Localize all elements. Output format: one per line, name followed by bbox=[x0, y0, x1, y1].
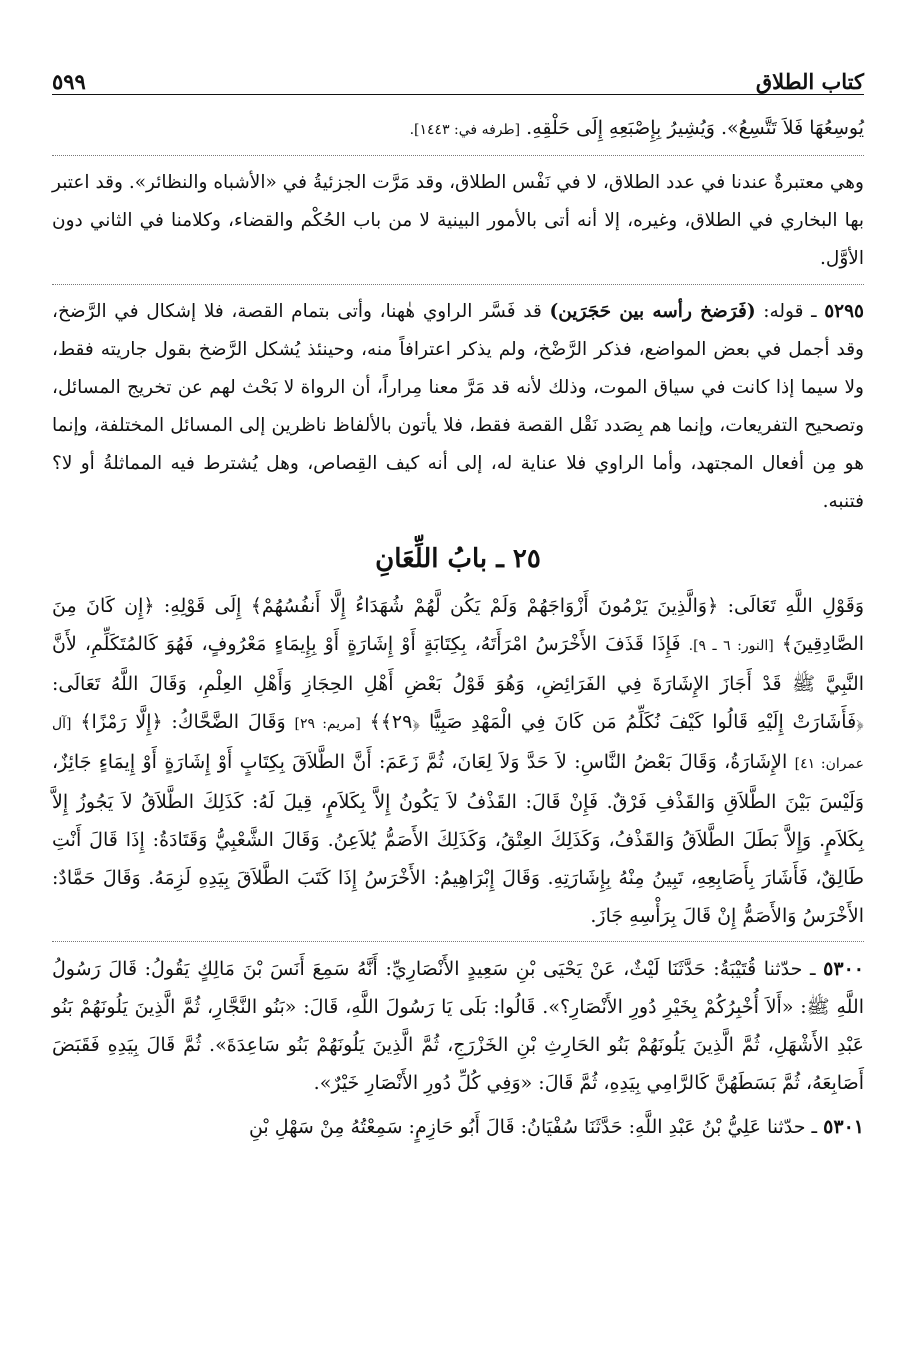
chapter-text bbox=[52, 587, 864, 935]
chapter-text-part: وَقَالَ الضَّحَّاكُ: ﴿إِلَّا رَمْزًا﴾ bbox=[80, 711, 286, 733]
commentary-intro: ـ قوله: bbox=[763, 301, 817, 322]
quran-ref: [مريم: ٢٩] bbox=[294, 716, 361, 732]
chapter-text-part: فَإِذَا قَذَفَ الأَخْرَسُ امْرَأَتَهُ، بِكِتَابَةٍ أَوْ إِشَارَةٍ أَوْ بِإِيمَاءٍ مَعْرُوفٍ، فَهُوَ كَالمُتَكَلِّمِ، لأَنَّ النَّبِيَّ ﷺ قَدْ أَجَازَ الإِشَارَةَ فِي الفَرَائِضِ، وَهُوَ قَوْلُ بَعْضِ أَهْلِ الحِجَازِ وَأَهْلِ العِلْمِ، وَقَالَ اللَّهُ تَعَالَى: ﴿فَأَشَارَتْ إِلَيْهِ قَالُوا كَيْفَ نُكَلِّمُ مَن كَانَ فِي الْمَهْدِ صَبِيًّا ﴿٢٩﴾﴾ bbox=[52, 633, 864, 733]
chapter-text-part: الإِشَارَةُ، وَقَالَ بَعْضُ النَّاسِ: لاَ حَدَّ وَلاَ لِعَانَ، ثُمَّ زَعَمَ: أَنَّ الطَّلاَقَ بِكِتَابٍ أَوْ إِشَارَةٍ أَوْ إِيمَاءٍ جَائِزٌ، وَلَيْسَ بَيْنَ الطَّلاَقِ وَالقَذْفِ فَرْقٌ. فَإِنْ قَالَ: القَذْفُ لاَ يَكُونُ إِلاَّ بِكَلاَمٍ، قِيلَ لَهُ: كَذَلِكَ الطَّلاَقُ لاَ يَجُوزُ إِلاَّ بِكَلاَمٍ. وَإِلاَّ بَطَلَ الطَّلاَقُ وَالقَذْفُ، وَكَذَلِكَ العِتْقُ، وَكَذَلِكَ الأَصَمُّ يُلاَعِنُ. وَقَالَ الشَّعْبِيُّ وَقَتَادَةُ: إِذَا قَالَ أَنْتِ طَالِقٌ، فَأَشَارَ بِأَصَابِعِهِ، تَبِينُ مِنْهُ بِإِشَارَتِهِ. وَقَالَ إِبْرَاهِيمُ: الأَخْرَسُ إِذَا كَتَبَ الطَّلاَقَ بِيَدِهِ لَزِمَهُ. وَقَالَ حَمَّادٌ: الأَخْرَسُ وَالأَصَمُّ إِنْ قَالَ بِرَأْسِهِ جَازَ. bbox=[52, 751, 864, 927]
hadith-fragment-ref: [طرفه في: ١٤٤٣]. bbox=[409, 122, 521, 138]
page-header bbox=[52, 56, 864, 95]
section-divider bbox=[52, 284, 864, 285]
section-divider bbox=[52, 155, 864, 156]
hadith-number: ٥٢٩٥ bbox=[824, 301, 864, 322]
commentary-5295 bbox=[52, 293, 864, 521]
commentary-paragraph: وهي معتبرةٌ عندنا في عدد الطلاق، لا في نَفْس الطلاق، وقد مَرَّت الجزئيةُ في «الأشباه والنظائر». وقد اعتبر بها البخاري في الطلاق، وغيره، إلا أنه أتى بالأمور البينية لا من باب الحُكْم والقضاء، وكلامنا في الثاني دون الأوَّل. bbox=[52, 172, 864, 269]
hadith-fragment bbox=[52, 109, 864, 149]
chapter-heading: ٢٥ ـ بابُ اللِّعَانِ bbox=[375, 544, 541, 574]
hadith-5301 bbox=[52, 1108, 864, 1146]
hadith-number: ٥٣٠١ bbox=[823, 1116, 864, 1138]
page-number: ٥٩٩ bbox=[52, 69, 86, 94]
quran-ref: [النور: ٦ ـ ٩]. bbox=[688, 638, 774, 654]
commentary-text: قد فَسَّر الراوي هٰهنا، وأتى بتمام القصة، فلا إشكال في الرَّضخ، وقد أجمل في بعض المواضع، فذكر الرَّضْخ، ولم يذكر اعترافاً منه، وحينئذ يُشكل الرَّضخ بقول جاريته فقط، ولا سيما إذا كانت في سياق الموت، وذلك لأنه قد مَرَّ معنا مِراراً، أن الرواة لا بَحْث لهم عن تخريج المسائل، وتصحيح التفريعات، وإنما هم بِصَدد نَقْل القصة فقط، فلا يأتون بالألفاظ ناظرين إلى المسائل المختلفة، وإنما هو مِن أفعال المجتهد، وأما الراوي فلا عناية له، إلى أنه كيف القِصاص، وهل يُشترط فيه المماثلةُ أو لا؟ فتنبه. bbox=[52, 301, 864, 512]
hadith-text: ـ حدّثنا عَلِيُّ بْنُ عَبْدِ اللَّهِ: حَدَّثَنَا سُفْيَانُ: قَالَ أَبُو حَازِمٍ: سَمِعْتُهُ مِنْ سَهْلِ بْنِ bbox=[248, 1116, 818, 1138]
section-divider bbox=[52, 941, 864, 942]
hadith-5300 bbox=[52, 950, 864, 1102]
quran-ref: [آل عمران: ٤١] bbox=[52, 716, 864, 772]
commentary-quote: (فَرَضخ رأسه بين حَجَرَين) bbox=[549, 301, 756, 322]
hadith-number: ٥٣٠٠ bbox=[823, 958, 864, 980]
book-page bbox=[52, 56, 864, 1146]
hadith-text: ـ حدّثنا قُتَيْبَةُ: حَدَّثَنَا لَيْثٌ، عَنْ يَحْيَى بْنِ سَعِيدٍ الأَنْصَارِيِّ: أَنَّهُ سَمِعَ أَنَسَ بْنَ مَالِكٍ يَقُولُ: قَالَ رَسُولُ اللَّهِ ﷺ: «أَلاَ أُخْبِرُكُمْ بِخَيْرِ دُورِ الأَنْصَارِ؟». قَالُوا: بَلَى يَا رَسُولَ اللَّهِ، قَالَ: «بَنُو النَّجَّارِ، ثُمَّ الَّذِينَ يَلُونَهُمْ بَنُو عَبْدِ الأَشْهَلِ، ثُمَّ الَّذِينَ يَلُونَهُمْ بَنُو الحَارِثِ بْنِ الخَزْرَجِ، ثُمَّ الَّذِينَ يَلُونَهُمْ بَنُو سَاعِدَةَ». ثُمَّ قَالَ بِيَدِهِ فَقَبَضَ أَصَابِعَهُ، ثُمَّ بَسَطَهُنَّ كَالرَّامِي بِيَدِهِ، ثُمَّ قَالَ: «وَفِي كُلِّ دُورِ الأَنْصَارِ خَيْرٌ». bbox=[52, 958, 864, 1094]
hadith-fragment-text: يُوسِعُهَا فَلاَ تَتَّسِعُ». وَيُشِيرُ بِإِصْبَعِهِ إِلَى حَلْقِهِ. bbox=[526, 117, 864, 139]
page-content bbox=[52, 109, 864, 1146]
chapter-text-part: وَقَوْلِ اللَّهِ تَعَالَى: ﴿وَالَّذِينَ يَرْمُونَ أَزْوَاجَهُمْ وَلَمْ يَكُن لَّهُمْ شُهَدَاءُ إِلَّا أَنفُسُهُمْ﴾ إِلَى قَوْلِهِ: ﴿إِن كَانَ مِنَ الصَّادِقِينَ﴾ bbox=[52, 595, 864, 655]
running-title: كتاب الطلاق bbox=[755, 69, 864, 94]
